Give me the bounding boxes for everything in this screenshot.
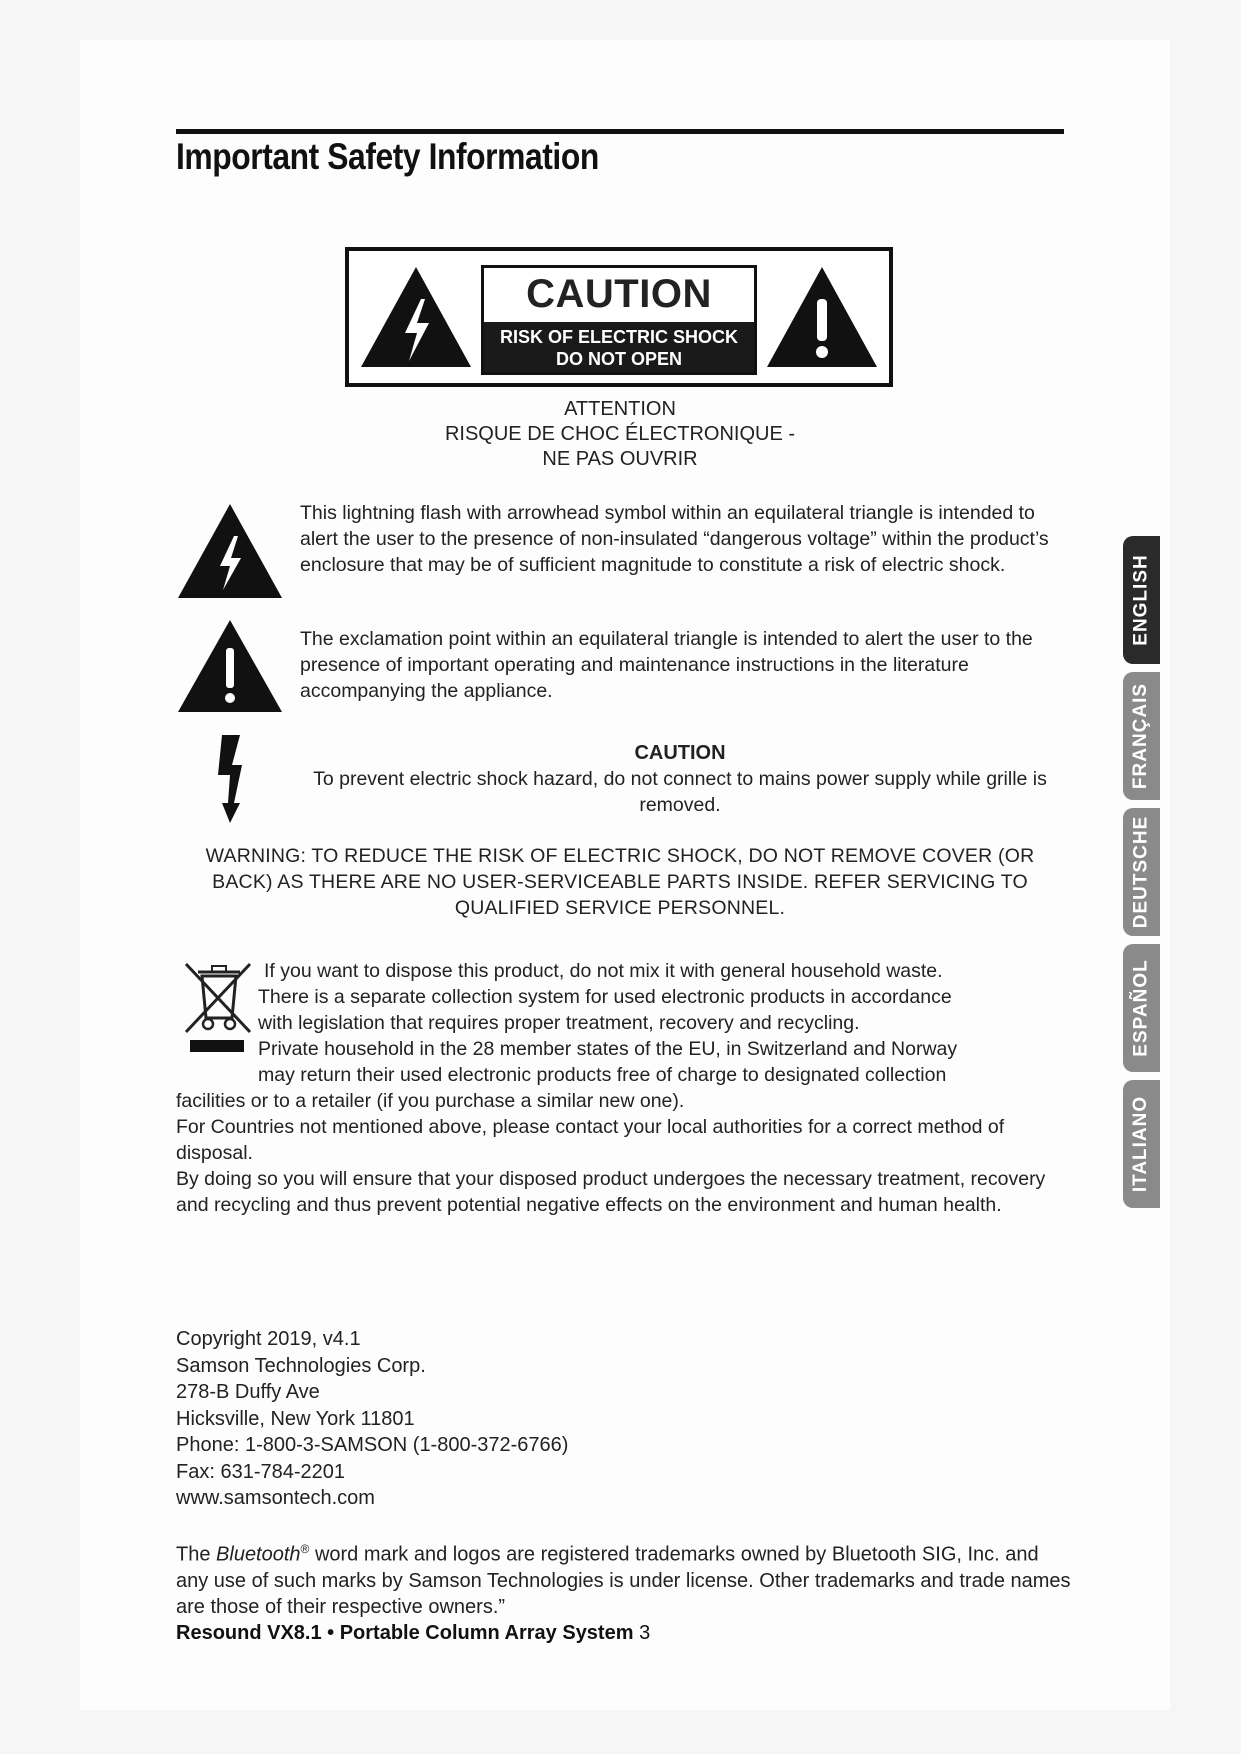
tab-italiano-label: ITALIANO: [1130, 1095, 1152, 1193]
attention-line-3: NE PAS OUVRIR: [542, 448, 698, 470]
address-street: 278-B Duffy Ave: [176, 1381, 320, 1403]
website: www.samsontech.com: [176, 1487, 375, 1509]
exclamation-explanation: The exclamation point within an equilateral triangle is intended to alert the user to the presence of important operating and maintenance instructions in the literature accompanying the appliance.: [300, 628, 1033, 702]
disposal-line-2: There is a separate collection system for used electronic products in accordance: [258, 986, 952, 1008]
attention-line-2: RISQUE DE CHOC ÉLECTRONIQUE -: [444, 423, 796, 445]
copyright-line: Copyright 2019, v4.1: [176, 1328, 361, 1350]
disposal-line-5: may return their used electronic products free of charge to designated collection: [258, 1064, 947, 1086]
disposal-line-4: Private household in the 28 member states of the EU, in Switzerland and Norway: [258, 1038, 958, 1060]
lightning-triangle-icon: [176, 502, 284, 600]
caution-heading: CAUTION: [634, 742, 726, 764]
trademark-pre: The: [176, 1543, 217, 1566]
caution-block: [292, 740, 1068, 818]
risk-band: [484, 322, 754, 372]
caution-label-title: CAUTION: [526, 272, 712, 316]
footer: [176, 1622, 650, 1645]
tab-deutsche[interactable]: [1123, 808, 1160, 936]
trademark-brand: Bluetooth: [216, 1543, 301, 1566]
risk-line-1: RISK OF ELECTRIC SHOCK: [499, 327, 738, 347]
company-name: Samson Technologies Corp.: [176, 1354, 426, 1377]
caution-label-box: [481, 265, 757, 375]
lightning-bolt-icon: [214, 733, 248, 825]
phone: Phone: 1-800-3-SAMSON (1-800-372-6766): [176, 1434, 569, 1456]
risk-line-2: DO NOT OPEN: [555, 349, 682, 369]
fax: Fax: 631-784-2201: [176, 1460, 346, 1483]
tab-english[interactable]: [1123, 536, 1160, 664]
disposal-line-7: For Countries not mentioned above, please contact your local authorities for a correct method of disposal.: [176, 1116, 1005, 1164]
footer-product: Resound VX8.1 • Portable Column Array System: [176, 1622, 634, 1644]
disposal-line-8: By doing so you will ensure that your disposed product undergoes the necessary treatment, recovery and recycling and thus prevent potential negative effects on the environment and human health.: [176, 1168, 1046, 1216]
disposal-line-3: with legislation that requires proper treatment, recovery and recycling.: [258, 1012, 860, 1034]
trademark-post: word mark and logos are registered trademarks owned by Bluetooth SIG, Inc. and any use of such marks by Samson Technologies is under license. Other trademarks and trade names are those of their respective owners.”: [176, 1543, 1071, 1618]
tab-deutsche-label: DEUTSCHE: [1130, 815, 1152, 929]
tab-english-label: ENGLISH: [1130, 554, 1152, 646]
caution-text: To prevent electric shock hazard, do not connect to mains power supply while grille is removed.: [313, 768, 1047, 816]
attention-line-1: ATTENTION: [564, 398, 676, 420]
tab-espanol-label: ESPAÑOL: [1130, 959, 1152, 1057]
title-rule: [176, 129, 1064, 134]
warning-text: WARNING: TO REDUCE THE RISK OF ELECTRIC SHOCK, DO NOT REMOVE COVER (OR BACK) AS THERE ARE NO USER-SERVICEABLE PARTS INSIDE. REFER SERVICING TO QUALIFIED SERVICE PERSONNEL.: [205, 845, 1035, 919]
exclamation-triangle-icon: [176, 618, 284, 714]
exclamation-warning-icon: [763, 263, 881, 371]
tab-italiano[interactable]: [1123, 1080, 1160, 1208]
lightning-explanation: This lightning flash with arrowhead symbol within an equilateral triangle is intended to alert the user to the presence of non-insulated “dangerous voltage” within the product’s enclosure that may be of sufficient magnitude to constitute a risk of electric shock.: [300, 502, 1049, 576]
page-title: Important Safety Information: [176, 136, 599, 177]
trademark-notice: [176, 1536, 1076, 1620]
page-number: 3: [639, 1622, 651, 1644]
disposal-text: [176, 958, 1056, 1218]
disposal-line-1: If you want to dispose this product, do not mix it with general household waste.: [264, 960, 943, 982]
copyright-block: [176, 1326, 568, 1512]
tab-espanol[interactable]: [1123, 944, 1160, 1072]
address-city: Hicksville, New York 11801: [176, 1407, 415, 1430]
trademark-reg: ®: [300, 1542, 310, 1556]
attention-text: [400, 397, 840, 472]
caution-banner: [345, 247, 893, 387]
disposal-line-6: facilities or to a retailer (if you purchase a similar new one).: [176, 1090, 685, 1112]
tab-francais[interactable]: [1123, 672, 1160, 800]
tab-francais-label: FRANÇAIS: [1130, 682, 1152, 790]
lightning-warning-icon: [357, 263, 475, 371]
